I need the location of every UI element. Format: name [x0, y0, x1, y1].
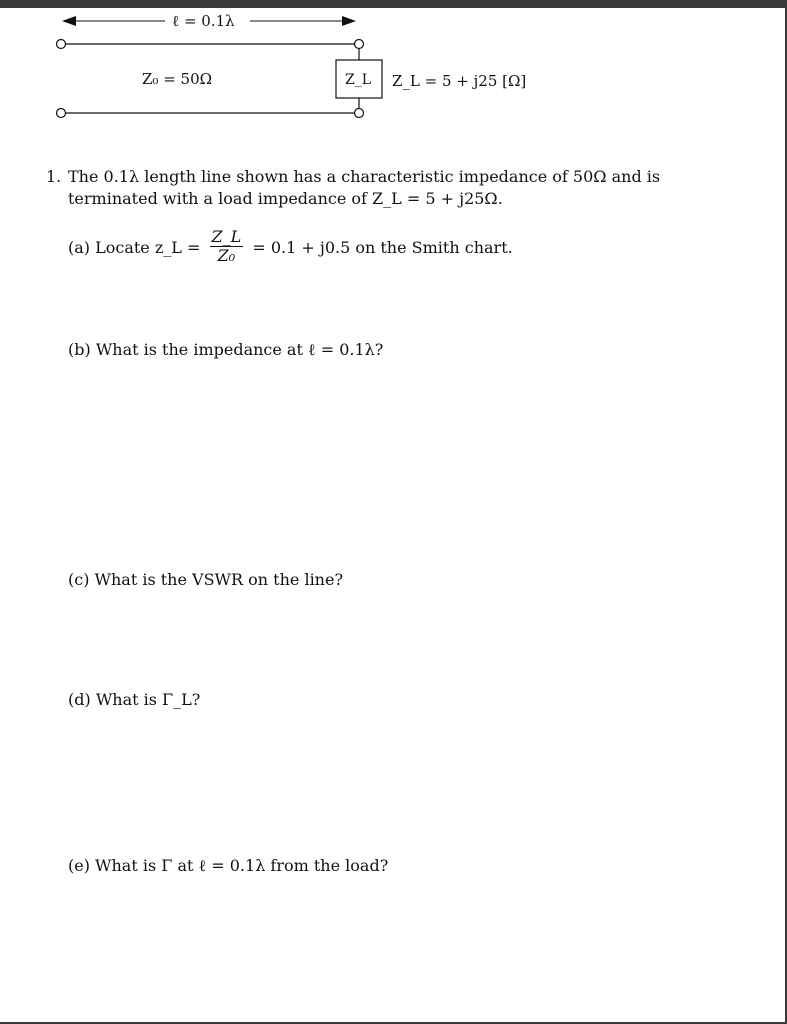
fraction-denominator: Z₀ — [217, 246, 236, 265]
part-e: (e) What is Γ at ℓ = 0.1λ from the load? — [68, 856, 389, 875]
part-a — [68, 227, 513, 267]
arrow-head-left-icon — [62, 16, 76, 26]
impedance-fraction — [210, 228, 244, 265]
transmission-line-figure — [0, 0, 787, 140]
part-a-suffix: = 0.1 + j0.5 on the Smith chart. — [252, 238, 513, 257]
part-a-prefix: (a) Locate z_L = — [68, 238, 201, 257]
document-page — [0, 8, 787, 1022]
terminal-bottom-right — [355, 109, 364, 118]
part-b: (b) What is the impedance at ℓ = 0.1λ? — [68, 340, 384, 359]
part-d: (d) What is Γ_L? — [68, 690, 201, 709]
length-label: ℓ = 0.1λ — [172, 12, 235, 30]
question-text-line-1: The 0.1λ length line shown has a characteristic impedance of 50Ω and is — [68, 167, 661, 186]
load-box-label: Z_L — [345, 72, 372, 88]
circuit-diagram — [0, 0, 787, 140]
fraction-numerator: Z_L — [211, 227, 242, 246]
question-number: 1. — [46, 167, 62, 186]
load-value-label: Z_L = 5 + j25 [Ω] — [392, 72, 527, 90]
part-c: (c) What is the VSWR on the line? — [68, 570, 344, 589]
question-text-line-2: terminated with a load impedance of Z_L = 5 + j25Ω. — [68, 189, 503, 208]
question-text — [68, 166, 688, 210]
terminal-top-right — [355, 40, 364, 49]
terminal-bottom-left — [57, 109, 66, 118]
arrow-head-right-icon — [342, 16, 356, 26]
terminal-top-left — [57, 40, 66, 49]
z0-label: Z₀ = 50Ω — [142, 70, 213, 88]
